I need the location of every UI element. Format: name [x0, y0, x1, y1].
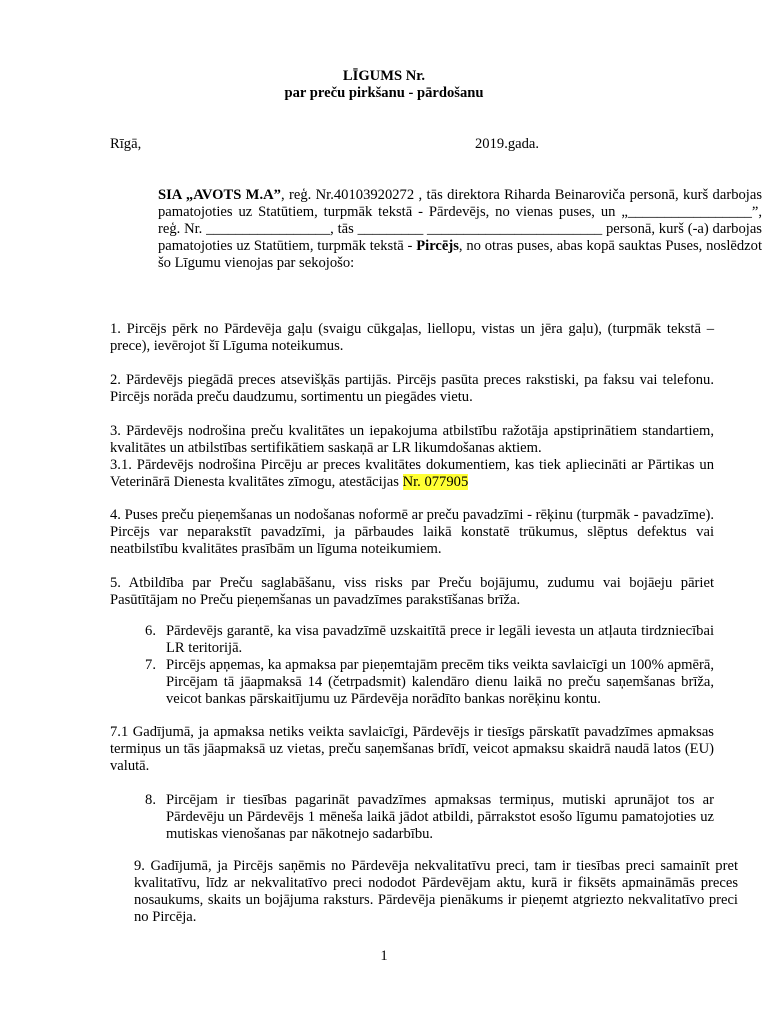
- certificate-number-highlight: Nr. 077905: [402, 474, 469, 490]
- clause-3: 3. Pārdevējs nodrošina preču kvalitātes un iepakojuma atbilstību ražotāja apstiprinātiem standartiem, kvalitātes un atbilstības sertifikātiem saskaņā ar LR likumdošanas aktiem.: [110, 423, 714, 456]
- intro-line1: , reģ. Nr.40103920272 , tās direktora Riharda Beinaroviča personā, kurš darbojas pamatojoties uz Statūtiem, turpmāk tekstā - Pārdevējs, no vienas puses, un: [158, 187, 762, 220]
- clause-5: 5. Atbildība par Preču saglabāšanu, viss risks par Preču bojājumu, zudumu vai bojāeju pāriet Pasūtītājam no Preču pieņemšanas un pavadzīmes parakstīšanas brīža.: [110, 575, 714, 608]
- contract-place: Rīgā,: [110, 136, 142, 152]
- seller-name: SIA „AVOTS M.A”: [158, 187, 281, 203]
- buyer-name: Pircējs: [416, 238, 459, 254]
- intro-line3: , no otras puses, abas kopā sauktas Puses, noslēdzot šo Līgumu vienojas par sekojošo:: [158, 238, 763, 271]
- numbered-clauses-6-7: [110, 623, 714, 708]
- document-title: LĪGUMS Nr.: [342, 68, 426, 84]
- document-subtitle: par preču pirkšanu - pārdošanu: [284, 85, 484, 101]
- clause-7: [110, 657, 714, 708]
- clause-7-1: 7.1 Gadījumā, ja apmaksa netiks veikta savlaicīgi, Pārdevējs ir tiesīgs pārskatīt pavadzīmes apmaksas termiņus un tās jāapmaksā uz vietas, preču saņemšanas brīdī, veicot apmaksu skaidrā naudā latos (EU) valutā.: [110, 724, 714, 774]
- numbered-clause-8: [110, 792, 714, 843]
- clause-6: [110, 623, 714, 657]
- page-number: 1: [380, 948, 388, 964]
- clause-8: [110, 792, 714, 843]
- clause-6-number: 6.: [145, 623, 156, 639]
- clause-3-1: [110, 457, 714, 491]
- clause-7-number: 7.: [145, 657, 156, 673]
- clause-6-text: Pārdevējs garantē, ka visa pavadzīmē uzskaitītā prece ir legāli ievesta un atļauta tirdzniecībai LR teritorijā.: [166, 623, 714, 656]
- clause-3-group: [110, 423, 714, 491]
- intro-line2: „_________________”, reģ. Nr. _________________, tās _________ ________________________ personā, kurš (-a) darbojas pamatojoties uz Statūtiem, turpmāk tekstā -: [158, 204, 762, 254]
- intro-paragraph: [110, 187, 762, 272]
- clause-4: 4. Puses preču pieņemšanas un nodošanas noformē ar preču pavadzīmi - rēķinu (turpmāk - pavadzīme). Pircējs var neparakstīt pavadzīmi, ja pārbaudes laikā konstatē trūkumus, slēptus defektus vai neatbilstību kvalitātes prasībām un līguma noteikumiem.: [110, 507, 714, 557]
- clause-1: 1. Pircējs pērk no Pārdevēja gaļu (svaigu cūkgaļas, liellopu, vistas un jēra gaļu), (turpmāk tekstā – prece), ievērojot šī Līguma noteikumus.: [110, 321, 714, 354]
- clause-3-1-text: 3.1. Pārdevējs nodrošina Pircēju ar preces kvalitātes dokumentiem, kas tiek apliecināti ar Pārtikas un Veterinārā Dienesta kvalitātes zīmogu, atestācijas: [110, 457, 714, 490]
- clause-8-text: Pircējam ir tiesības pagarināt pavadzīmes apmaksas termiņus, mutiski aprunājot tos ar Pārdevēju un Pārdevējs 1 mēneša laikā jādot atbildi, pārrakstot esošo līgumu pamatojoties uz mutiskas vienošanas par nākotnejo sadarbību.: [166, 792, 714, 842]
- clause-8-number: 8.: [145, 792, 156, 808]
- clause-9: 9. Gadījumā, ja Pircējs saņēmis no Pārdevēja nekvalitatīvu preci, tam ir tiesības preci samainīt pret kvalitatīvu, līdz ar nekvalitatīvo preci nododot Pārdevējam aktu, kurā ir fiksēts apmaināmās preces nosaukums, skaits un bojājuma raksturs. Pārdevēja pienākums ir pieņemt atgriezto nekvalitatīvo preci no Pircēja.: [134, 858, 738, 925]
- clause-2: 2. Pārdevējs piegādā preces atsevišķās partijās. Pircējs pasūta preces rakstiski, pa faksu vai telefonu. Pircējs norāda preču daudzumu, sortimentu un piegādes vietu.: [110, 372, 714, 405]
- clause-7-text: Pircējs apņemas, ka apmaksa par pieņemtajām precēm tiks veikta savlaicīgi un 100% apmērā, Pircējam tā jāapmaksā 14 (četrpadsmit) kalendāro dienu laikā no preču saņemšanas brīža, veicot bankas pārskaitījumu uz Pārdevēja norādīto bankas norēķinu kontu.: [166, 657, 714, 707]
- contract-date: 2019.gada.: [475, 136, 540, 152]
